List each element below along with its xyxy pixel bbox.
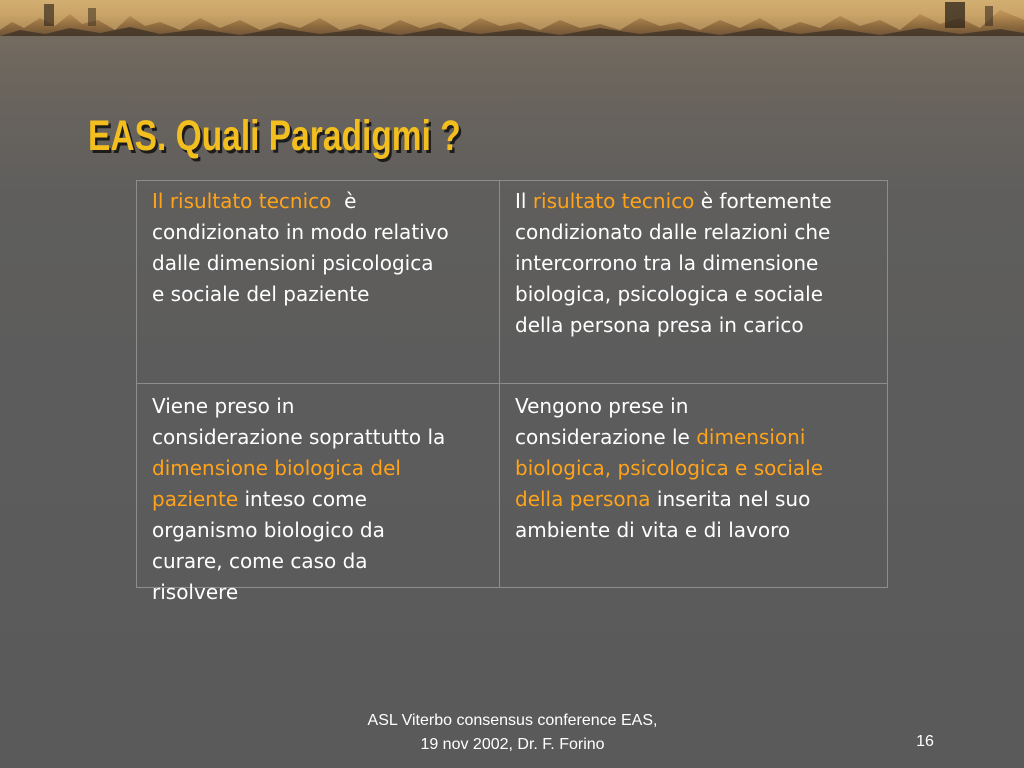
cell-bottom-left (152, 391, 445, 608)
cell-text: considerazione le (515, 425, 697, 449)
cell-text: organismo biologico da (152, 518, 385, 542)
highlighted-text: dimensioni (696, 425, 806, 449)
cell-bottom-right (515, 391, 823, 546)
cell-line (152, 248, 449, 279)
cell-text: Il (515, 189, 533, 213)
cell-text: condizionato dalle relazioni che (515, 220, 831, 244)
cell-line (152, 279, 449, 310)
footer-line-2: 19 nov 2002, Dr. F. Forino (420, 736, 605, 753)
cell-line (515, 484, 823, 515)
cell-line (515, 422, 823, 453)
highlighted-text: biologica, psicologica e sociale (515, 456, 824, 480)
table-column-divider (499, 181, 500, 587)
cell-text: è fortemente (694, 189, 832, 213)
banner-decoration (0, 0, 1024, 36)
cell-line (515, 453, 823, 484)
cell-line (515, 310, 832, 341)
cell-text: biologica, psicologica e sociale (515, 282, 824, 306)
cell-text: Vengono prese in (515, 394, 689, 418)
cell-text: della persona presa in carico (515, 313, 804, 337)
cell-text: e sociale del paziente (152, 282, 370, 306)
cell-text: Viene preso in (152, 394, 295, 418)
cell-text: ambiente di vita e di lavoro (515, 518, 791, 542)
cell-text: inserita nel suo (650, 487, 811, 511)
cell-line (515, 279, 832, 310)
cell-text: inteso come (238, 487, 367, 511)
footer-line-1: ASL Viterbo consensus conference EAS, (367, 712, 658, 729)
cell-line (152, 453, 445, 484)
cell-top-left (152, 186, 449, 310)
cell-line (152, 515, 445, 546)
slide-title: EAS. Quali Paradigmi ? (88, 112, 461, 160)
cell-line (515, 217, 832, 248)
cell-line (152, 577, 445, 608)
cell-text: è (331, 189, 357, 213)
cell-text: dalle dimensioni psicologica (152, 251, 434, 275)
cell-text: condizionato in modo relativo (152, 220, 449, 244)
table-row-divider (137, 383, 887, 384)
cell-text: considerazione soprattutto la (152, 425, 446, 449)
comparison-table (136, 180, 888, 604)
cell-text: risolvere (152, 580, 239, 604)
cell-line (515, 391, 823, 422)
cell-text: curare, come caso da (152, 549, 368, 573)
cell-line (152, 484, 445, 515)
highlighted-text: Il risultato tecnico (152, 189, 332, 213)
highlighted-text: risultato tecnico (532, 189, 695, 213)
cell-line (152, 391, 445, 422)
cell-line (152, 217, 449, 248)
highlighted-text: dimensione biologica del (152, 456, 401, 480)
highlighted-text: della persona (515, 487, 651, 511)
slide-number: 16 (916, 733, 934, 750)
cell-line (152, 422, 445, 453)
cell-line (515, 248, 832, 279)
cell-text: intercorrono tra la dimensione (515, 251, 819, 275)
cell-line (515, 186, 832, 217)
slide-footer (330, 709, 695, 757)
cell-line (152, 186, 449, 217)
cell-line (515, 515, 823, 546)
cell-top-right (515, 186, 832, 341)
highlighted-text: paziente (152, 487, 239, 511)
cell-line (152, 546, 445, 577)
top-decorative-banner (0, 0, 1024, 36)
